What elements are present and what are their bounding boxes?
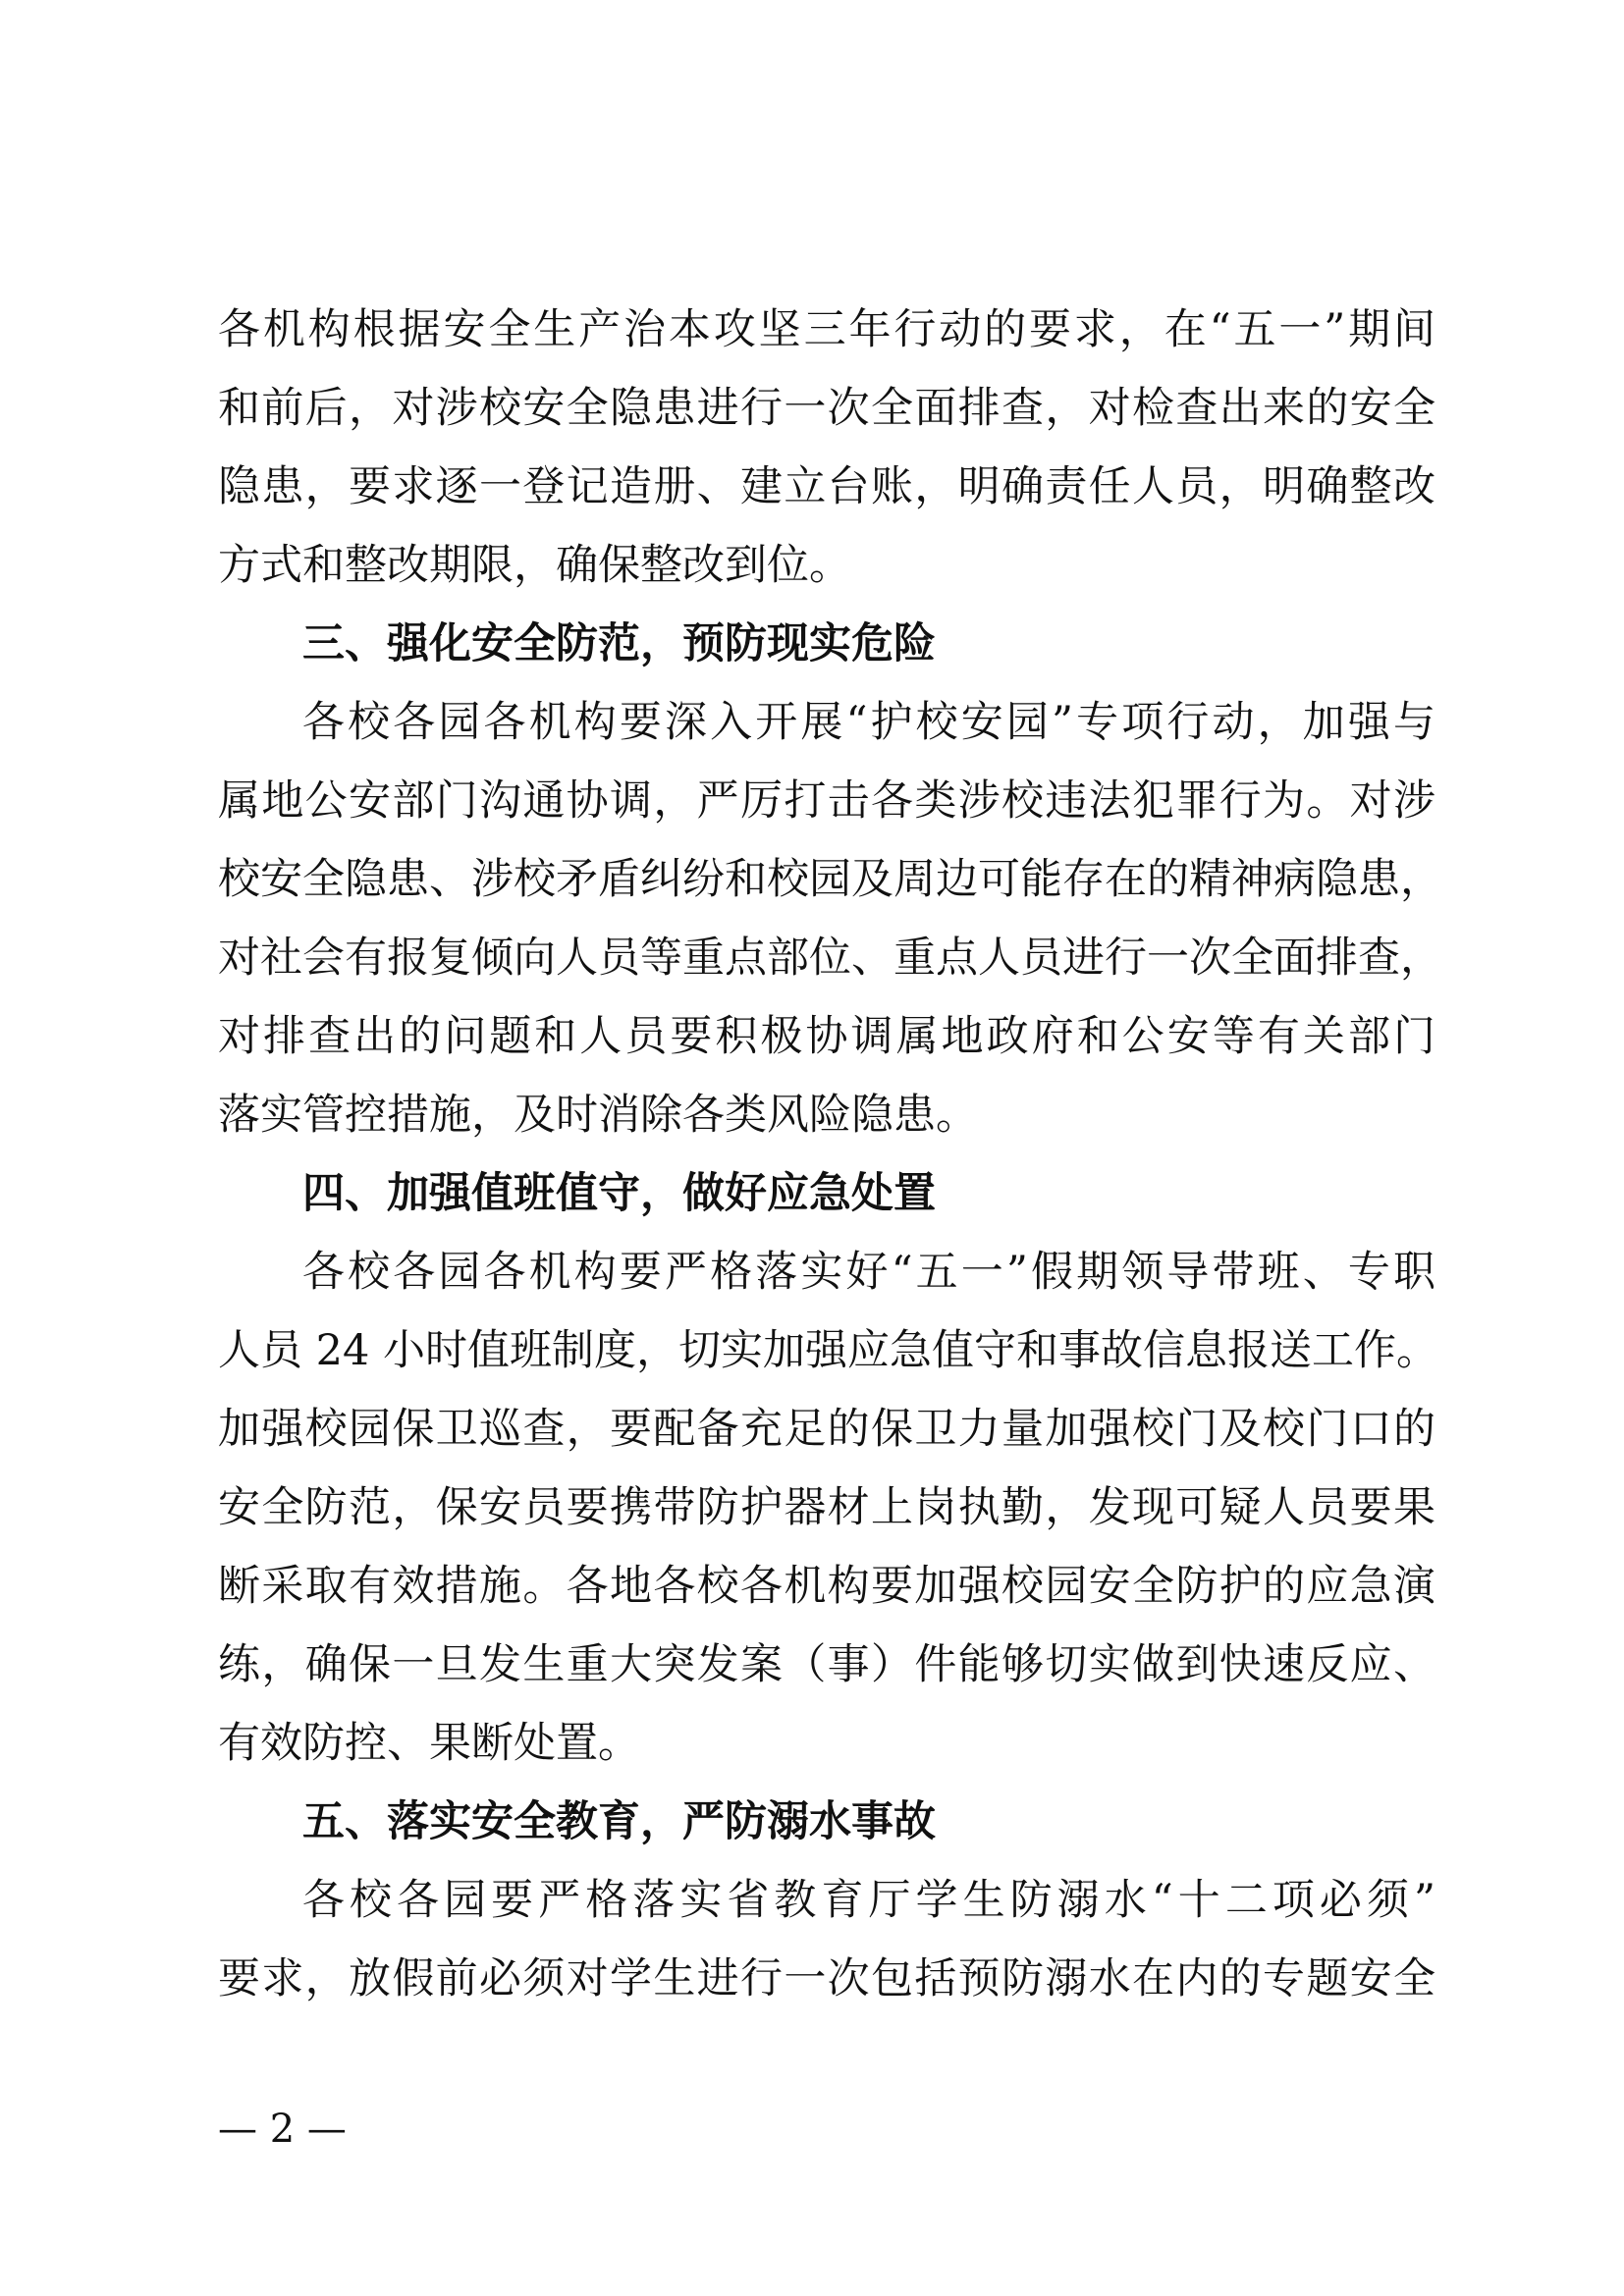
paragraph-1-line-1: 各机构根据安全生产治本攻坚三年行动的要求，在“五一”期间 — [218, 305, 1435, 354]
section-4-heading: 四、加强值班值守，做好应急处置 — [302, 1169, 936, 1218]
section-4-line-6: 练，确保一旦发生重大突发案（事）件能够切实做到快速反应、 — [218, 1640, 1435, 1689]
page-number: — 2 — — [218, 2107, 347, 2152]
section-3-heading: 三、强化安全防范，预防现实危险 — [302, 619, 936, 668]
section-4-line-1: 各校各园各机构要严格落实好“五一”假期领导带班、专职 — [302, 1248, 1435, 1297]
section-3-line-3: 校安全隐患、涉校矛盾纠纷和校园及周边可能存在的精神病隐患， — [218, 855, 1442, 904]
paragraph-1-line-3: 隐患，要求逐一登记造册、建立台账，明确责任人员，明确整改 — [218, 462, 1435, 511]
section-3-line-2: 属地公安部门沟通协调，严厉打击各类涉校违法犯罪行为。对涉 — [218, 776, 1435, 826]
section-5-heading: 五、落实安全教育，严防溺水事故 — [302, 1797, 936, 1846]
section-4-line-4: 安全防范，保安员要携带防护器材上岗执勤，发现可疑人员要果 — [218, 1483, 1435, 1532]
section-3-line-6: 落实管控措施，及时消除各类风险隐患。 — [218, 1091, 978, 1140]
paragraph-1-line-2: 和前后，对涉校安全隐患进行一次全面排查，对检查出来的安全 — [218, 384, 1435, 433]
section-5-line-2: 要求，放假前必须对学生进行一次包括预防溺水在内的专题安全 — [218, 1954, 1435, 2003]
section-3-line-5: 对排查出的问题和人员要积极协调属地政府和公安等有关部门 — [218, 1012, 1435, 1061]
section-4-line-5: 断采取有效措施。各地各校各机构要加强校园安全防护的应急演 — [218, 1562, 1435, 1611]
section-3-line-1: 各校各园各机构要深入开展“护校安园”专项行动，加强与 — [302, 698, 1435, 747]
section-3-line-4: 对社会有报复倾向人员等重点部位、重点人员进行一次全面排查， — [218, 934, 1442, 983]
section-4-line-3: 加强校园保卫巡查，要配备充足的保卫力量加强校门及校门口的 — [218, 1405, 1435, 1454]
section-4-line-7: 有效防控、果断处置。 — [218, 1719, 640, 1768]
paragraph-1-line-4: 方式和整改期限，确保整改到位。 — [218, 541, 851, 590]
section-5-line-1: 各校各园要严格落实省教育厅学生防溺水“十二项必须” — [302, 1876, 1435, 1925]
section-4-line-2: 人员 24 小时值班制度，切实加强应急值守和事故信息报送工作。 — [218, 1326, 1439, 1375]
